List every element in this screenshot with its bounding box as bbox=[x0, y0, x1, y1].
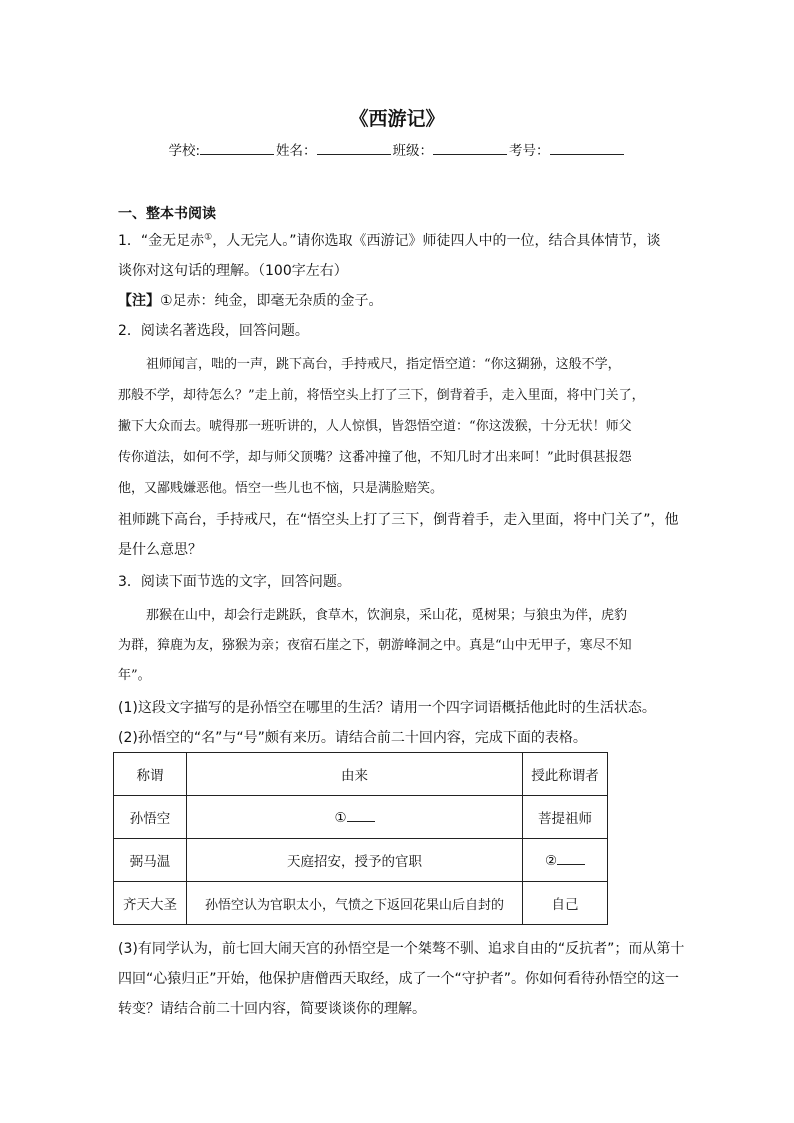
page-title: 《西游记》 bbox=[349, 108, 445, 130]
table-header-cell: 由来 bbox=[187, 753, 523, 796]
q3-sub-2: (2)孙悟空的“名”与“号”颇有来历。请结合前二十回内容，完成下面的表格。 bbox=[118, 730, 587, 746]
q3-passage-line: 年”。 bbox=[118, 668, 151, 683]
q3-passage-line: 为群，獐鹿为友，猕猴为亲；夜宿石崖之下，朝游峰洞之中。真是“山中无甲子，寒尽不知 bbox=[118, 638, 632, 653]
table-cell-answer-2[interactable] bbox=[523, 839, 608, 882]
q3-passage-line: 那猴在山中，却会行走跳跃，食草木，饮涧泉，采山花，觅树果；与狼虫为伴，虎豹 bbox=[146, 608, 628, 623]
q2-question-line-2: 是什么意思？ bbox=[118, 542, 202, 558]
q1-note-label: 【注】 bbox=[118, 293, 160, 309]
answer-blank-1[interactable] bbox=[347, 809, 375, 822]
table-cell: 齐天大圣 bbox=[114, 882, 187, 925]
q3-sub-3-line-2: 四回“心猿归正”开始，他保护唐僧西天取经，成了一个“守护者”。你如何看待孙悟空的这一 bbox=[118, 971, 680, 987]
naming-table bbox=[113, 752, 608, 925]
table-cell: 孙悟空认为官职太小，气愤之下返回花果山后自封的 bbox=[187, 882, 523, 925]
q1-note bbox=[118, 290, 383, 310]
school-label: 学校: bbox=[168, 143, 201, 159]
table-cell-answer-1[interactable] bbox=[187, 796, 523, 839]
exam-number-blank[interactable] bbox=[550, 141, 624, 155]
answer-marker-1: ① bbox=[334, 809, 347, 826]
school-blank[interactable] bbox=[200, 141, 274, 155]
table-cell: 自己 bbox=[523, 882, 608, 925]
q3-stem: 3．阅读下面节选的文字，回答问题。 bbox=[118, 574, 351, 590]
q2-question-line-1: 祖师跳下高台，手持戒尺，在“悟空头上打了三下，倒背着手，走入里面，将中门关了”，他 bbox=[118, 512, 679, 528]
class-blank[interactable] bbox=[433, 141, 507, 155]
table-cell: 菩提祖师 bbox=[523, 796, 608, 839]
class-label: 班级： bbox=[392, 143, 434, 159]
q2-passage-line: 他，又鄙贱嫌恶他。悟空一些儿也不恼，只是满脸赔笑。 bbox=[118, 481, 444, 496]
q3-sub-3-line-3: 转变？请结合前二十回内容，简要谈谈你的理解。 bbox=[118, 1001, 426, 1017]
q1-text-a: 1．“金无足赤 bbox=[118, 233, 205, 249]
table-header-cell: 授此称谓者 bbox=[523, 753, 608, 796]
table-cell: 弼马温 bbox=[114, 839, 187, 882]
table-cell: 天庭招安，授予的官职 bbox=[187, 839, 523, 882]
q3-sub-3-line-1: (3)有同学认为，前七回大闹天宫的孙悟空是一个桀骜不驯、追求自由的“反抗者”；而从第十 bbox=[118, 941, 685, 957]
table-row bbox=[114, 882, 608, 925]
q1-text-b: ，人无完人。”请你选取《西游记》师徒四人中的一位，结合具体情节，谈 bbox=[212, 233, 661, 249]
q1-note-text: ①足赤：纯金，即毫无杂质的金子。 bbox=[160, 293, 383, 309]
exam-number-label: 考号： bbox=[509, 143, 550, 159]
answer-marker-2: ② bbox=[544, 852, 558, 869]
table-row bbox=[114, 839, 608, 882]
q2-stem: 2．阅读名著选段，回答问题。 bbox=[118, 323, 309, 339]
name-label: 姓名： bbox=[276, 143, 317, 159]
section-heading: 一、整本书阅读 bbox=[118, 206, 216, 222]
q1-line-1 bbox=[118, 230, 661, 250]
answer-blank-2[interactable] bbox=[557, 852, 585, 865]
table-cell: 孙悟空 bbox=[114, 796, 187, 839]
name-blank[interactable] bbox=[317, 141, 391, 155]
q1-footnote-mark: ① bbox=[204, 232, 213, 243]
q2-passage-line: 撇下大众而去。唬得那一班听讲的，人人惊惧，皆怨悟空道：“你这泼猴，十分无状！师父 bbox=[118, 419, 632, 434]
q2-passage-line: 那般不学，却待怎么？”走上前，将悟空头上打了三下，倒背着手，走入里面，将中门关了， bbox=[118, 388, 645, 403]
student-info-line bbox=[0, 139, 794, 159]
table-row bbox=[114, 796, 608, 839]
q2-passage-line: 传你道法，如何不学，却与师父顶嘴？这番冲撞了他，不知几时才出来呵！”此时俱甚报怨 bbox=[118, 450, 632, 465]
q1-line-2: 谈你对这句话的理解。（100字左右） bbox=[118, 263, 348, 279]
q2-passage-line: 祖师闻言，咄的一声，跳下高台，手持戒尺，指定悟空道：“你这猢狲，这般不学， bbox=[146, 357, 621, 372]
table-header-row bbox=[114, 753, 608, 796]
table-header-cell: 称谓 bbox=[114, 753, 187, 796]
q3-sub-1: (1)这段文字描写的是孙悟空在哪里的生活？请用一个四字词语概括他此时的生活状态。 bbox=[118, 700, 656, 716]
